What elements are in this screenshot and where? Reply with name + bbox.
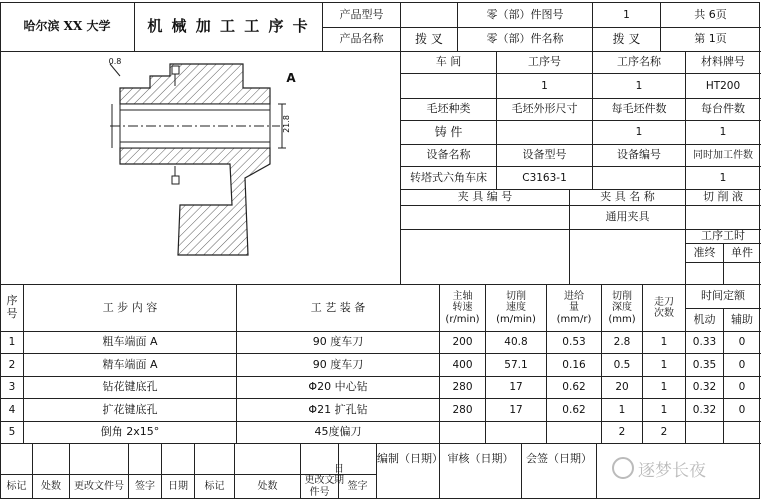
revision-sign-label: 签字	[135, 480, 155, 492]
step-depth: 0.5	[613, 358, 631, 371]
blank-type-label: 毛坯种类	[426, 102, 471, 116]
prep-final-label: 准终	[693, 245, 716, 259]
step-content: 粗车端面 A	[102, 335, 158, 349]
process-hours-label: 工序工时	[701, 229, 745, 243]
step-vc: 40.8	[504, 336, 528, 349]
step-content: 精车端面 A	[102, 357, 158, 371]
step-seq: 4	[8, 403, 16, 416]
step-depth: 20	[615, 381, 629, 394]
step-feed: 0.16	[562, 358, 586, 371]
step-passes: 1	[660, 336, 668, 349]
product-name-label: 产品名称	[339, 32, 384, 46]
step-content: 钻花键底孔	[102, 380, 158, 394]
step-equipment: 90 度车刀	[312, 357, 364, 371]
step-aux-time: 0	[738, 403, 746, 416]
steps-header-passes: 走刀 次数	[654, 296, 674, 319]
per-unit: 1	[719, 126, 727, 139]
compiled-date-label: 编制（日期）	[377, 451, 443, 465]
steps-header-seq: 序 号	[6, 294, 18, 320]
revision-place-label-2: 处数	[257, 480, 278, 492]
part-name-label: 零（部）件名称	[486, 32, 564, 46]
equip-model: C3163-1	[522, 171, 567, 184]
drawing-dim-top: 0.8	[108, 57, 122, 67]
step-seq: 1	[8, 336, 16, 349]
step-machine-time	[686, 422, 723, 443]
fixture-name-label: 夹 具 名 称	[600, 190, 655, 204]
process-no: 1	[541, 79, 548, 92]
watermark-text: 逐梦长夜	[638, 460, 706, 481]
reviewed-date-label: 审核（日期）	[447, 451, 514, 465]
equip-model-label: 设备型号	[522, 148, 567, 162]
part-lower-section	[120, 148, 270, 255]
steps-header-depth: 切削 深度 (mm)	[608, 290, 636, 325]
step-feed: 0.62	[562, 403, 586, 416]
step-speed	[440, 422, 485, 443]
step-machine-time: 0.35	[692, 358, 717, 371]
step-vc: 17	[509, 381, 523, 394]
fixture-no-label: 夹 具 编 号	[457, 190, 513, 204]
step-vc: 57.1	[504, 358, 528, 371]
material: HT200	[705, 79, 741, 92]
steps-header-cutting-speed: 切削 速度 (m/min)	[496, 290, 536, 325]
simul-label: 同时加工件数	[693, 149, 753, 161]
step-vc	[486, 422, 546, 443]
step-seq: 5	[8, 426, 16, 439]
part-name: 拨 叉	[612, 31, 641, 46]
step-depth: 1	[618, 403, 626, 416]
simul: 1	[719, 171, 727, 184]
steps-header-aux-time: 辅助	[731, 312, 753, 326]
part-drawing-no-label: 零（部）件图号	[486, 7, 564, 21]
drawing-dim-right: 21.8	[282, 115, 292, 133]
countersigned-date-label: 会签（日期）	[526, 451, 592, 465]
university-name: 哈尔滨 XX 大学	[23, 19, 111, 34]
step-equipment: Φ21 扩孔钻	[308, 402, 368, 416]
step-feed	[547, 422, 601, 443]
per-unit-label: 每台件数	[701, 102, 745, 116]
revision-mark-label: 标记	[6, 480, 27, 492]
step-seq: 3	[8, 381, 16, 394]
blank-size-label: 毛坯外形尺寸	[511, 102, 578, 116]
step-content: 扩花键底孔	[102, 402, 158, 416]
process-name-label: 工序名称	[617, 55, 661, 69]
part-upper-section	[120, 64, 270, 104]
step-equipment: Φ20 中心钻	[308, 380, 368, 394]
unit-label: 单件	[731, 245, 753, 259]
fixture-name: 通用夹具	[605, 210, 650, 224]
step-speed: 200	[452, 336, 473, 349]
step-equipment: 90 度车刀	[312, 335, 364, 349]
revision-mark-label-2: 标记	[204, 480, 225, 492]
watermark-logo-icon	[612, 457, 634, 479]
steps-header-machine-time: 机动	[693, 312, 716, 326]
blank-type: 铸 件	[434, 124, 463, 139]
step-content: 倒角 2x15°	[100, 425, 160, 439]
workshop-label: 车 间	[435, 55, 462, 69]
steps-header-content: 工 步 内 容	[102, 300, 158, 314]
step-machine-time: 0.33	[692, 336, 717, 349]
step-machine-time: 0.32	[692, 403, 717, 416]
step-passes: 1	[660, 358, 668, 371]
step-passes: 2	[660, 426, 668, 439]
step-feed: 0.62	[562, 381, 586, 394]
step-speed: 400	[452, 358, 473, 371]
step-aux-time: 0	[738, 336, 746, 349]
revision-sign-label-2: 签字	[347, 480, 368, 492]
step-speed: 280	[452, 381, 473, 394]
product-model-label: 产品型号	[339, 7, 384, 21]
revision-date-label: 日期	[168, 480, 188, 492]
total-pages: 共 6页	[694, 7, 727, 21]
per-blank-label: 每毛坯件数	[611, 102, 667, 116]
step-vc: 17	[509, 403, 523, 416]
equip-no-label: 设备编号	[617, 148, 661, 162]
revision-doc-label: 更改文件号	[74, 480, 124, 492]
step-passes: 1	[660, 381, 668, 394]
step-aux-time: 0	[738, 381, 746, 394]
step-equipment: 45度偏刀	[314, 425, 362, 439]
steps-header-spindle-speed: 主轴 转速 (r/min)	[445, 290, 480, 325]
step-passes: 1	[660, 403, 668, 416]
step-depth: 2	[618, 426, 626, 439]
step-aux-time: 0	[738, 358, 746, 371]
part-drawing-no: 1	[623, 8, 630, 21]
page-no: 第 1页	[694, 32, 727, 46]
step-aux-time	[724, 422, 760, 443]
step-feed: 0.53	[562, 336, 586, 349]
step-speed: 280	[452, 403, 473, 416]
watermark	[612, 455, 754, 481]
drawing-section-label: A	[286, 71, 296, 86]
step-machine-time: 0.32	[692, 381, 717, 394]
process-no-label: 工序号	[528, 55, 561, 69]
equip-name: 转塔式六角车床	[410, 170, 487, 184]
card-title: 机 械 加 工 工 序 卡	[147, 17, 310, 36]
material-label: 材料牌号	[701, 55, 745, 69]
steps-header-time-quota: 时间定额	[701, 289, 745, 303]
revision-doc-label-2: 更改文件号	[304, 475, 335, 498]
process-name: 1	[635, 79, 643, 92]
steps-header-feed: 进给 量 (mm/r)	[556, 290, 592, 325]
per-blank: 1	[635, 126, 643, 139]
equip-name-label: 设备名称	[426, 148, 471, 162]
step-depth: 2.8	[613, 336, 631, 349]
revision-place-label: 处数	[41, 480, 61, 492]
step-seq: 2	[8, 358, 16, 371]
steps-header-equipment: 工 艺 装 备	[310, 300, 366, 314]
product-name: 拨 叉	[415, 31, 443, 46]
coolant-label: 切 削 液	[703, 190, 743, 204]
